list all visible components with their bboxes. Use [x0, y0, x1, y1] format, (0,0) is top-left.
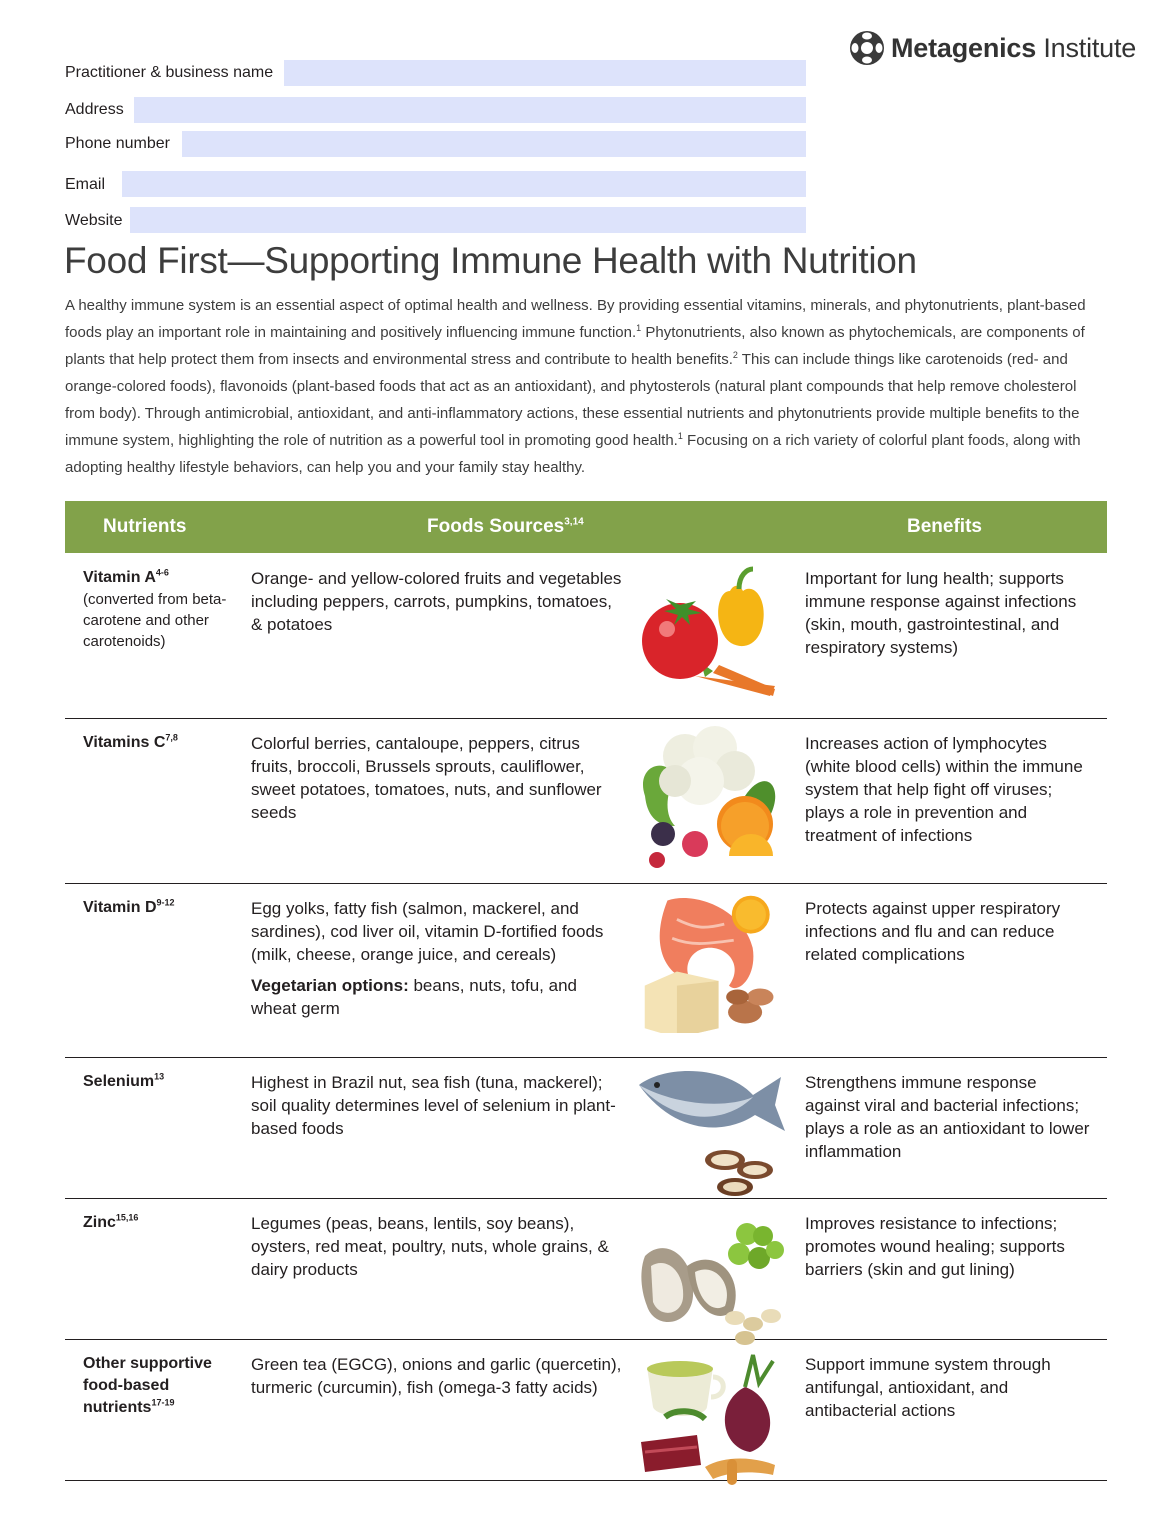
email-input[interactable]	[122, 171, 806, 197]
green-tea-onion-turmeric-fish-icon	[635, 1347, 787, 1489]
food-sources: Legumes (peas, beans, lentils, soy beans), oysters, red meat, poultry, nuts, whole grains, & dairy products	[251, 1214, 609, 1279]
nutrient-name: Other supportive food-based nutrients$^{17-19}$	[83, 1355, 212, 1416]
table-row	[65, 553, 1107, 719]
cauliflower-orange-berries-icon	[635, 726, 787, 868]
table-row	[65, 718, 1107, 884]
food-sources: Egg yolks, fatty fish (salmon, mackerel, and sardines), cod liver oil, vitamin D-fortified foods (milk, cheese, orange juice, and cereals) Vegetarian options: beans, nuts, tofu, and wheat germ	[251, 899, 604, 1018]
nutrient-name: Zinc$^{15,16}$	[83, 1212, 139, 1231]
header-nutrients: Nutrients	[103, 516, 187, 537]
header-benefits: Benefits	[907, 516, 982, 537]
food-sources: Orange- and yellow-colored fruits and vegetables including peppers, carrots, pumpkins, tomatoes, & potatoes	[251, 569, 622, 634]
benefits-text: Increases action of lymphocytes (white blood cells) within the immune system that help fight off viruses; plays a role in prevention and treatment of infections	[805, 734, 1083, 845]
phone-label: Phone number	[65, 135, 170, 152]
email-row	[65, 172, 105, 198]
benefits-text: Support immune system through antifungal, antioxidant, and antibacterial actions	[805, 1355, 1051, 1420]
address-label: Address	[65, 101, 124, 118]
nutrient-name: Selenium$^{13}$	[83, 1071, 165, 1090]
phone-input[interactable]	[182, 131, 806, 157]
metagenics-logo	[849, 30, 1136, 66]
tuna-brazil-nuts-icon	[635, 1065, 787, 1207]
header-foods: Foods Sources$^{3,14}$	[427, 516, 584, 537]
benefits-text: Important for lung health; supports immune response against infections (skin, mouth, gastrointestinal, and respiratory systems)	[805, 569, 1077, 657]
food-sources: Highest in Brazil nut, sea fish (tuna, mackerel); soil quality determines level of selenium in plant-based foods	[251, 1073, 616, 1138]
salmon-egg-tofu-almonds-icon	[635, 891, 787, 1033]
nutrient-name: Vitamins C$^{7,8}$	[83, 732, 178, 751]
oysters-peas-beans-icon	[635, 1206, 787, 1348]
address-row	[65, 97, 124, 123]
food-sources: Green tea (EGCG), onions and garlic (quercetin), turmeric (curcumin), fish (omega-3 fatty acids)	[251, 1355, 622, 1397]
practitioner-input[interactable]	[284, 60, 806, 86]
table-row	[65, 883, 1107, 1058]
page-title: Food First—Supporting Immune Health with Nutrition	[64, 240, 917, 281]
benefits-text: Improves resistance to infections; promotes wound healing; supports barriers (skin and gut lining)	[805, 1214, 1065, 1279]
practitioner-row	[65, 60, 273, 86]
tomato-pepper-carrot-icon	[635, 561, 787, 703]
email-label: Email	[65, 176, 106, 193]
table-row	[65, 1057, 1107, 1199]
metagenics-globe-icon	[849, 30, 885, 66]
food-sources: Colorful berries, cantaloupe, peppers, citrus fruits, broccoli, Brussels sprouts, cauliflower, sweet potatoes, tomatoes, nuts, and sunflower seeds	[251, 734, 602, 822]
table-row	[65, 1198, 1107, 1340]
nutrient-name: Vitamin $A^{4-6}$ (converted from beta-carotene and other carotenoids)	[83, 567, 227, 650]
phone-row	[65, 131, 170, 157]
logo-text: Metagenics Institute	[891, 32, 1137, 63]
nutrient-name: Vitamin $D^{9-12}$	[83, 897, 175, 916]
practitioner-label: Practitioner & business name	[65, 64, 274, 81]
table-header	[65, 501, 1107, 553]
benefits-text: Protects against upper respiratory infections and flu and can reduce related complications	[805, 899, 1061, 964]
benefits-text: Strengthens immune response against viral and bacterial infections; plays a role as an antioxidant to lower inflammation	[805, 1073, 1090, 1161]
website-label: Website	[65, 212, 123, 229]
intro-paragraph: A healthy immune system is an essential aspect of optimal health and wellness. By providing essential vitamins, minerals, and phytonutrients, plant-based foods play an important role in maintaining and positively influencing immune function.$^1$ Phytonutrients, also known as phytochemicals, are components of plants that help protect them from insects and environmental stress and contribute to health benefits.$^2$ This can include things like carotenoids (red- and orange-colored foods), flavonoids (plant-based foods that act as an antioxidant), and phytosterols (natural plant compounds that help remove cholesterol from body). Through antimicrobial, antioxidant, and anti-inflammatory actions, these essential nutrients and phytonutrients provide multiple benefits to the immune system, highlighting the role of nutrition as a powerful tool in promoting good health.$^1$ Focusing on a rich variety of colorful plant foods, along with adopting healthy lifestyle behaviors, can help you and your family stay healthy.	[65, 297, 1086, 476]
address-input[interactable]	[134, 97, 806, 123]
website-input[interactable]	[130, 207, 806, 233]
table-row	[65, 1339, 1107, 1481]
website-row	[65, 208, 123, 234]
